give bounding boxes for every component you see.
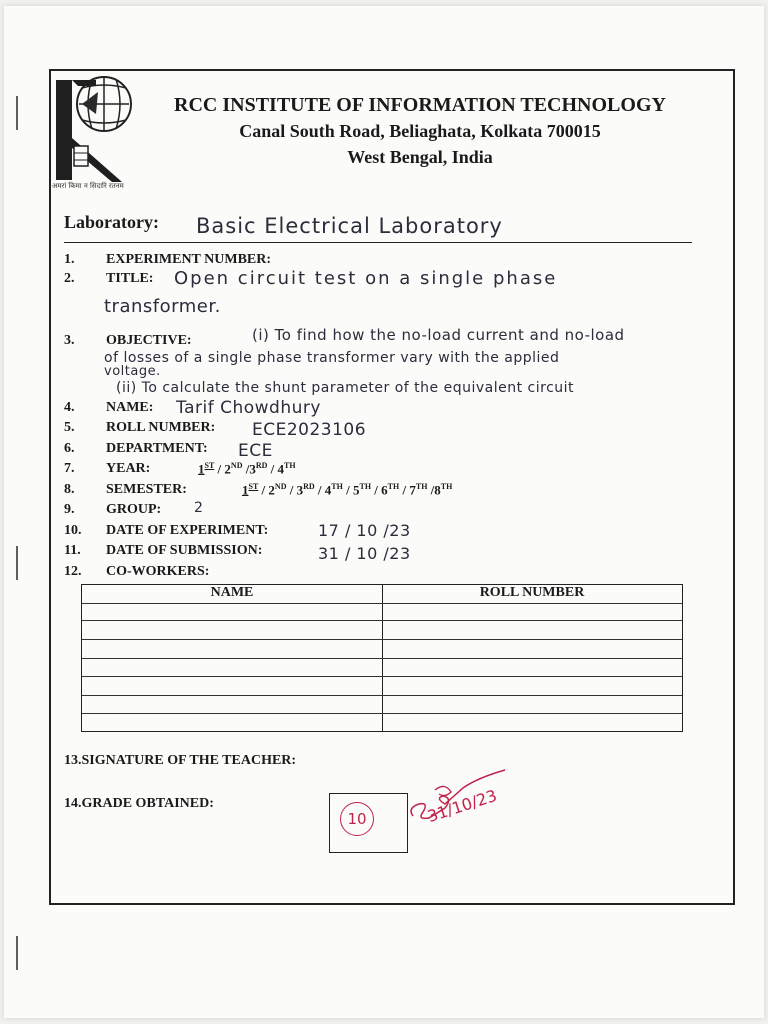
laboratory-underline: [64, 242, 692, 243]
title-label: TITLE:: [106, 271, 154, 286]
title-value-line1: Open circuit test on a single phase: [174, 268, 558, 289]
item-number: 5.: [64, 420, 75, 435]
laboratory-value: Basic Electrical Laboratory: [196, 214, 503, 238]
item-number: 10.: [64, 523, 82, 538]
experiment-number-label: EXPERIMENT NUMBER:: [106, 252, 272, 267]
table-row: [82, 620, 682, 621]
item-number: 1.: [64, 252, 75, 267]
signature-label: 13.SIGNATURE OF THE TEACHER:: [64, 753, 297, 768]
binder-hole-mark: [16, 96, 18, 130]
logo-motto: अमरां किमा न सिदारि रतनम: [52, 182, 124, 190]
objective-line3: voltage.: [104, 364, 161, 379]
item-number: 11.: [64, 543, 81, 558]
roll-number-value: ECE2023106: [252, 420, 367, 440]
table-row: [82, 713, 682, 714]
department-label: DEPARTMENT:: [106, 441, 208, 456]
group-label: GROUP:: [106, 502, 162, 517]
institute-name: RCC INSTITUTE OF INFORMATION TECHNOLOGY: [174, 94, 666, 116]
year-options: 1ST / 2ND /3RD / 4TH: [198, 461, 296, 477]
table-row: [82, 658, 682, 659]
roll-number-label: ROLL NUMBER:: [106, 420, 216, 435]
group-value: 2: [194, 500, 204, 516]
table-row: [82, 603, 682, 604]
name-label: NAME:: [106, 400, 154, 415]
table-row: [82, 639, 682, 640]
item-number: 3.: [64, 333, 75, 348]
date-of-experiment-value: 17 / 10 /23: [318, 521, 411, 540]
table-header-name: NAME: [210, 585, 254, 600]
title-value-line2: transformer.: [104, 296, 221, 317]
table-row: [82, 695, 682, 696]
signature-date: 31/10/23: [425, 785, 500, 827]
year-label: YEAR:: [106, 461, 151, 476]
item-number: 2.: [64, 271, 75, 286]
item-number: 7.: [64, 461, 75, 476]
binder-hole-mark: [16, 936, 18, 970]
binder-hole-mark: [16, 546, 18, 580]
institute-logo: [52, 74, 140, 194]
item-number: 12.: [64, 564, 82, 579]
institute-header: [140, 92, 700, 170]
table-header-roll-number: ROLL NUMBER: [479, 585, 585, 600]
date-of-submission-value: 31 / 10 /23: [318, 544, 411, 563]
grade-label: 14.GRADE OBTAINED:: [64, 796, 214, 811]
objective-line4: (ii) To calculate the shunt parameter of the equivalent circuit: [116, 380, 575, 396]
date-of-submission-label: DATE OF SUBMISSION:: [106, 543, 263, 558]
objective-line1: (i) To find how the no-load current and no-load: [252, 326, 625, 344]
semester-label: SEMESTER:: [106, 482, 187, 497]
table-row: [82, 676, 682, 677]
institute-region: West Bengal, India: [347, 147, 493, 167]
objective-line2: of losses of a single phase transformer vary with the applied: [104, 350, 560, 366]
item-number: 6.: [64, 441, 75, 456]
item-number: 4.: [64, 400, 75, 415]
department-value: ECE: [238, 441, 273, 461]
name-value: Tarif Chowdhury: [176, 398, 321, 418]
objective-label: OBJECTIVE:: [106, 333, 192, 348]
co-workers-label: CO-WORKERS:: [106, 564, 210, 579]
item-number: 9.: [64, 502, 75, 517]
institute-address: Canal South Road, Beliaghata, Kolkata 700015: [239, 121, 601, 141]
co-workers-table: [81, 584, 683, 732]
grade-value: 10: [340, 802, 374, 836]
item-number: 8.: [64, 482, 75, 497]
laboratory-label: Laboratory:: [64, 212, 159, 232]
date-of-experiment-label: DATE OF EXPERIMENT:: [106, 523, 269, 538]
semester-options: 1ST / 2ND / 3RD / 4TH / 5TH / 6TH / 7TH /8TH: [242, 482, 453, 498]
